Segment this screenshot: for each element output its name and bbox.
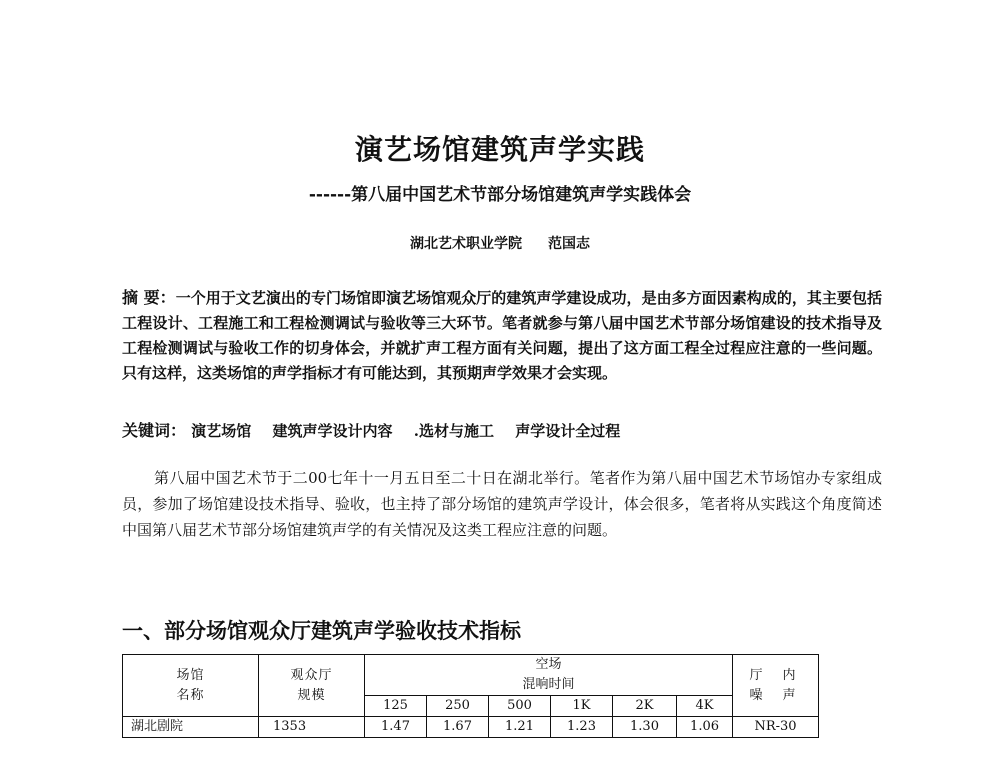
keyword-item: 声学设计全过程: [515, 422, 621, 440]
keywords: [122, 418, 882, 444]
freq-125: 125: [365, 696, 427, 717]
freq-500: 500: [489, 696, 551, 717]
intro-paragraph: 第八届中国艺术节于二00七年十一月五日至二十日在湖北举行。笔者作为第八届中国艺术节场馆办专家组成员，参加了场馆建设技术指导、验收，也主持了部分场馆的建筑声学设计，体会很多，笔者将从实践这个角度简述中国第八届艺术节部分场馆建筑声学的有关情况及这类工程应注意的问题。: [122, 469, 882, 539]
header-venue: [123, 655, 259, 717]
header-venue-line1: 场馆: [176, 667, 205, 683]
abstract-label: 摘 要：: [122, 288, 176, 307]
keywords-label: 关键词：: [122, 421, 187, 440]
cell-reverb-1k: 1.23: [551, 717, 613, 738]
header-noise-line2: 噪声: [749, 687, 816, 703]
cell-reverb-4k: 1.06: [677, 717, 733, 738]
cell-reverb-500: 1.21: [489, 717, 551, 738]
cell-noise: NR-30: [733, 717, 819, 738]
header-noise: [733, 655, 819, 717]
cell-reverb-250: 1.67: [427, 717, 489, 738]
freq-4k: 4K: [677, 696, 733, 717]
cell-reverb-125: 1.47: [365, 717, 427, 738]
cell-audience: 1353: [259, 717, 365, 738]
freq-250: 250: [427, 696, 489, 717]
freq-1k: 1K: [551, 696, 613, 717]
table-header-row: [123, 655, 819, 696]
keyword-item: .选材与施工: [413, 422, 494, 440]
acoustic-metrics-table: [122, 654, 819, 738]
table-row: [123, 717, 819, 738]
author-line: [0, 233, 1000, 253]
page-title: 演艺场馆建筑声学实践: [354, 133, 645, 166]
header-venue-line2: 名称: [176, 687, 205, 703]
header-reverb-line2: 混响时间: [522, 677, 575, 692]
header-audience: [259, 655, 365, 717]
abstract-text: 一个用于文艺演出的专门场馆即演艺场馆观众厅的建筑声学建设成功，是由多方面因素构成的，其主要包括工程设计、工程施工和工程检测调试与验收等三大环节。笔者就参与第八届中国艺术节部分场馆建设的技术指导及工程检测调试与验收工作的切身体会，并就扩声工程方面有关问题，提出了这方面工程全过程应注意的一些问题。只有这样，这类场馆的声学指标才有可能达到，其预期声学效果才会实现。: [122, 289, 882, 382]
header-reverb: [365, 655, 733, 696]
page-subtitle: ------第八届中国艺术节部分场馆建筑声学实践体会: [308, 185, 692, 205]
cell-reverb-2k: 1.30: [613, 717, 677, 738]
section-heading: 一、部分场馆观众厅建筑声学验收技术指标: [122, 619, 521, 643]
header-reverb-line1: 空场: [535, 657, 562, 672]
keyword-item: 演艺场馆: [191, 422, 252, 440]
keyword-item: 建筑声学设计内容: [272, 422, 393, 440]
abstract: [122, 285, 882, 386]
author-name: 范国志: [548, 236, 590, 252]
header-noise-line1: 厅内: [749, 667, 816, 683]
freq-2k: 2K: [613, 696, 677, 717]
header-audience-line2: 规模: [297, 687, 326, 703]
cell-venue: 湖北剧院: [123, 717, 259, 738]
author-institution: 湖北艺术职业学院: [410, 236, 522, 252]
header-audience-line1: 观众厅: [290, 667, 333, 683]
